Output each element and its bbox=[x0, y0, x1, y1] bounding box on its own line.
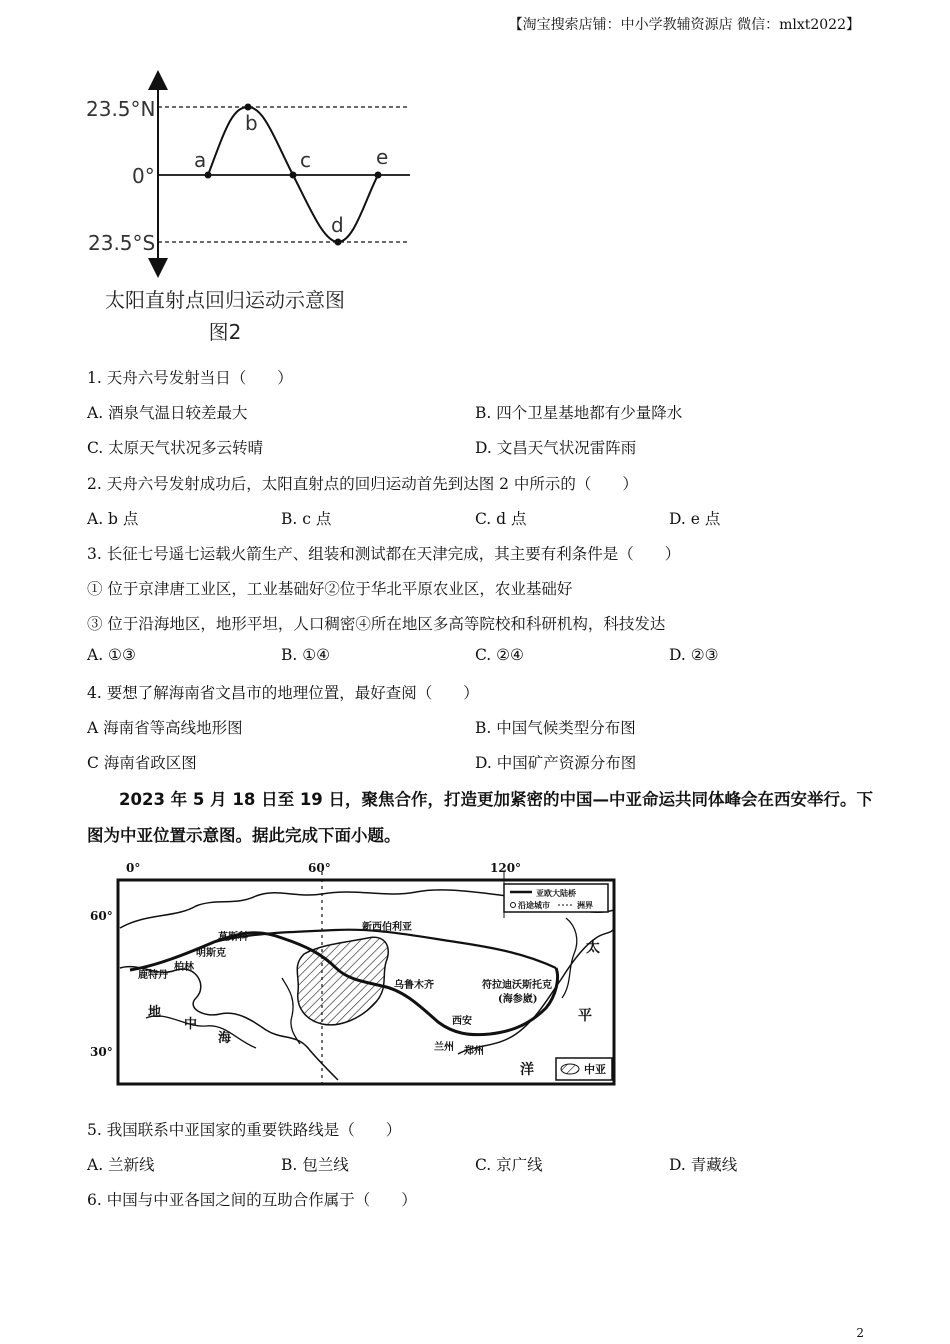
point-a bbox=[205, 172, 212, 179]
place-urumqi: 乌鲁木齐 bbox=[394, 980, 434, 991]
ocean-label-1: 太 bbox=[586, 940, 600, 956]
q1-stem: 1. 天舟六号发射当日（ ） bbox=[87, 369, 293, 387]
lat-label-60: 60° bbox=[90, 909, 113, 923]
sea-label-1: 地 bbox=[148, 1005, 162, 1020]
q3-statements-1: ① 位于京津唐工业区，工业基础好②位于华北平原农业区，农业基础好 bbox=[87, 580, 573, 598]
place-berlin: 柏林 bbox=[174, 962, 194, 973]
q6-stem: 6. 中国与中亚各国之间的互助合作属于（ ） bbox=[87, 1191, 417, 1209]
sea-label-3: 海 bbox=[218, 1031, 232, 1046]
q2-option-a: A. b 点 bbox=[87, 510, 139, 528]
subsolar-migration-diagram bbox=[80, 70, 420, 280]
legend-central-asia: 中亚 bbox=[584, 1063, 606, 1076]
point-b bbox=[245, 104, 252, 111]
point-d bbox=[335, 239, 342, 246]
q2-stem: 2. 天舟六号发射成功后，太阳直射点的回归运动首先到达图 2 中所示的（ ） bbox=[87, 475, 638, 493]
point-c-label: c bbox=[300, 148, 311, 172]
q1-option-b: B. 四个卫星基地都有少量降水 bbox=[475, 404, 683, 422]
point-e bbox=[375, 172, 382, 179]
q3-statements-2: ③ 位于沿海地区，地形平坦，人口稠密④所在地区多高等院校和科研机构，科技发达 bbox=[87, 615, 666, 633]
q3-option-a: A. ①③ bbox=[87, 646, 136, 664]
lon-label-120: 120° bbox=[490, 861, 522, 875]
legend-land-bridge: 亚欧大陆桥 bbox=[536, 888, 576, 898]
legend-continent-border: 洲界 bbox=[577, 900, 593, 910]
figure-number: 图2 bbox=[208, 320, 242, 344]
q1-option-c: C. 太原天气状况多云转晴 bbox=[87, 439, 264, 457]
passage-line-1: 2023 年 5 月 18 日至 19 日，聚焦合作，打造更加紧密的中国—中亚命运共同体峰会在西安举行。下 bbox=[119, 790, 874, 809]
place-novosibirsk: 新西伯利亚 bbox=[362, 922, 412, 933]
place-vladivostok: 符拉迪沃斯托克 bbox=[482, 980, 552, 991]
point-e-label: e bbox=[376, 145, 389, 169]
q5-stem: 5. 我国联系中亚国家的重要铁路线是（ ） bbox=[87, 1121, 402, 1139]
q5-option-a: A. 兰新线 bbox=[87, 1156, 155, 1174]
ocean-label-3: 洋 bbox=[520, 1062, 534, 1078]
q1-option-d: D. 文昌天气状况雷阵雨 bbox=[475, 439, 637, 457]
place-haishenwai: (海参崴) bbox=[498, 994, 538, 1005]
lat-label-30: 30° bbox=[90, 1045, 113, 1059]
q3-stem: 3. 长征七号遥七运载火箭生产、组装和测试都在天津完成，其主要有利条件是（ ） bbox=[87, 545, 681, 563]
sea-label-2: 中 bbox=[184, 1017, 198, 1032]
q4-option-a: A 海南省等高线地形图 bbox=[87, 719, 243, 737]
lat-label-s: 23.5°S bbox=[88, 231, 156, 255]
q1-option-a: A. 酒泉气温日较差最大 bbox=[87, 404, 248, 422]
lon-label-60: 60° bbox=[308, 861, 331, 875]
point-b-label: b bbox=[245, 111, 258, 135]
q2-option-d: D. e 点 bbox=[669, 510, 721, 528]
q3-option-c: C. ②④ bbox=[475, 646, 524, 664]
lat-label-n: 23.5°N bbox=[86, 97, 156, 121]
q3-option-d: D. ②③ bbox=[669, 646, 719, 664]
central-asia-map bbox=[86, 858, 622, 1090]
page-header: 【淘宝搜索店铺：中小学教辅资源店 微信：mlxt2022】 bbox=[508, 17, 860, 33]
q5-option-d: D. 青藏线 bbox=[669, 1156, 738, 1174]
place-minsk: 明斯克 bbox=[196, 948, 226, 959]
ocean-label-2: 平 bbox=[578, 1008, 592, 1024]
q4-option-b: B. 中国气候类型分布图 bbox=[475, 719, 636, 737]
place-zhengzhou: 郑州 bbox=[464, 1046, 484, 1057]
point-c bbox=[290, 172, 297, 179]
q5-option-b: B. 包兰线 bbox=[281, 1156, 349, 1174]
figure-caption: 太阳直射点回归运动示意图 bbox=[105, 288, 345, 312]
lon-label-0: 0° bbox=[126, 861, 141, 875]
point-d-label: d bbox=[331, 213, 344, 237]
q4-option-d: D. 中国矿产资源分布图 bbox=[475, 754, 637, 772]
place-rotterdam: 鹿特丹 bbox=[138, 970, 168, 981]
place-xian: 西安 bbox=[452, 1016, 472, 1027]
q4-option-c: C 海南省政区图 bbox=[87, 754, 197, 772]
q2-option-b: B. c 点 bbox=[281, 510, 332, 528]
q4-stem: 4. 要想了解海南省文昌市的地理位置，最好查阅（ ） bbox=[87, 684, 479, 702]
q5-option-c: C. 京广线 bbox=[475, 1156, 543, 1174]
legend-cities: 沿途城市 bbox=[518, 900, 550, 910]
q2-option-c: C. d 点 bbox=[475, 510, 527, 528]
place-lanzhou: 兰州 bbox=[434, 1042, 454, 1053]
page-number: 2 bbox=[856, 1326, 864, 1340]
passage-line-2: 图为中亚位置示意图。据此完成下面小题。 bbox=[87, 826, 401, 845]
q3-option-b: B. ①④ bbox=[281, 646, 331, 664]
lat-label-0: 0° bbox=[132, 164, 155, 188]
point-a-label: a bbox=[194, 148, 207, 172]
place-moscow: 莫斯科 bbox=[218, 932, 248, 943]
